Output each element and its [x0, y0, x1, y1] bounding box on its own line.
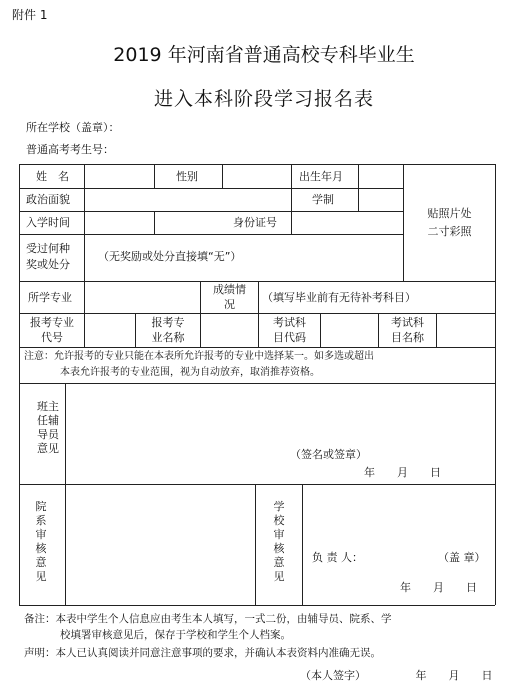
counselor-label: 班主任辅导员意见 [37, 400, 59, 455]
major-label: 所学专业 [28, 291, 72, 304]
award-label-2: 奖或处分 [26, 258, 70, 271]
notice-line-1: 注意：允许报考的专业只能在本表所允许报考的专业中选择某一。如多选或超出 [24, 351, 374, 362]
counselor-sign-label: （签名或签章） [290, 448, 367, 461]
major-input[interactable] [85, 282, 199, 312]
gender-input[interactable] [223, 166, 290, 187]
subject-name-input[interactable] [437, 314, 494, 346]
subject-name-label-1: 考试科 [391, 316, 424, 329]
notice-line-2: 本表允许报考的专业范围，视为自动放弃，取消推荐资格。 [60, 367, 320, 378]
school-stamp-field[interactable]: 所在学校（盖章）： [26, 121, 120, 134]
id-number-input[interactable] [292, 212, 402, 233]
apply-code-label-1: 报考专业 [30, 316, 74, 329]
remark-line-1: 备注：本表中学生个人信息应由考生本人填写，一式二份，由辅导员、院系、学 [24, 613, 392, 625]
award-hint[interactable]: （无奖励或处分直接填“无”） [98, 250, 242, 263]
apply-code-label-2: 代号 [41, 331, 63, 344]
signature-line[interactable]: （本人签字） 年 月 日 [300, 669, 493, 682]
grades-hint[interactable]: （填写毕业前有无待补考科目） [262, 291, 416, 304]
school-review-label: 学校审核意见 [273, 500, 285, 583]
school-stamp-label: （盖 章） [438, 551, 486, 564]
birth-label: 出生年月 [299, 170, 343, 183]
counselor-date: 年 月 日 [364, 466, 441, 479]
apply-code-input[interactable] [85, 314, 134, 346]
name-label: 姓 名 [36, 170, 69, 183]
name-input[interactable] [85, 166, 153, 187]
declare-line-1: 声明：本人已认真阅读并同意注意事项的要求，并确认本表资料内准确无误。 [24, 647, 381, 659]
school-person-label: 负 责 人： [312, 551, 363, 564]
form-title-line2: 进入本科阶段学习报名表 [153, 88, 374, 110]
grades-label-1: 成绩情 [213, 283, 246, 296]
photo-label-2: 二寸彩照 [427, 225, 472, 238]
apply-name-input[interactable] [201, 314, 257, 346]
enroll-time-input[interactable] [85, 212, 153, 233]
apply-name-label-1: 报考专 [151, 316, 185, 329]
form-title-line1: 2019 年河南省普通高校专科毕业生 [113, 44, 415, 66]
subject-name-label-2: 目名称 [391, 331, 424, 344]
subject-code-label-1: 考试科 [273, 316, 306, 329]
remark-line-2: 校填署审核意见后，保存于学校和学生个人档案。 [60, 629, 291, 641]
award-label-1: 受过何种 [26, 242, 70, 255]
attachment-label: 附件 1 [12, 8, 48, 22]
apply-name-label-2: 业名称 [151, 331, 185, 344]
id-number-label: 身份证号 [233, 216, 277, 229]
edu-system-label: 学制 [312, 193, 334, 206]
birth-input[interactable] [359, 166, 402, 187]
gender-label: 性别 [176, 170, 198, 183]
dept-review-label: 院系审核意见 [35, 500, 47, 583]
grades-label-2: 况 [224, 298, 235, 311]
political-input[interactable] [85, 189, 290, 210]
enroll-time-label: 入学时间 [26, 216, 70, 229]
edu-system-input[interactable] [359, 189, 402, 210]
subject-code-input[interactable] [321, 314, 377, 346]
exam-number-field[interactable]: 普通高考考生号： [26, 143, 114, 156]
subject-code-label-2: 目代码 [273, 331, 306, 344]
photo-label-1: 贴照片处 [427, 207, 472, 220]
school-date: 年 月 日 [400, 581, 477, 594]
dept-review-area[interactable] [66, 485, 254, 604]
political-label: 政治面貌 [26, 193, 70, 206]
